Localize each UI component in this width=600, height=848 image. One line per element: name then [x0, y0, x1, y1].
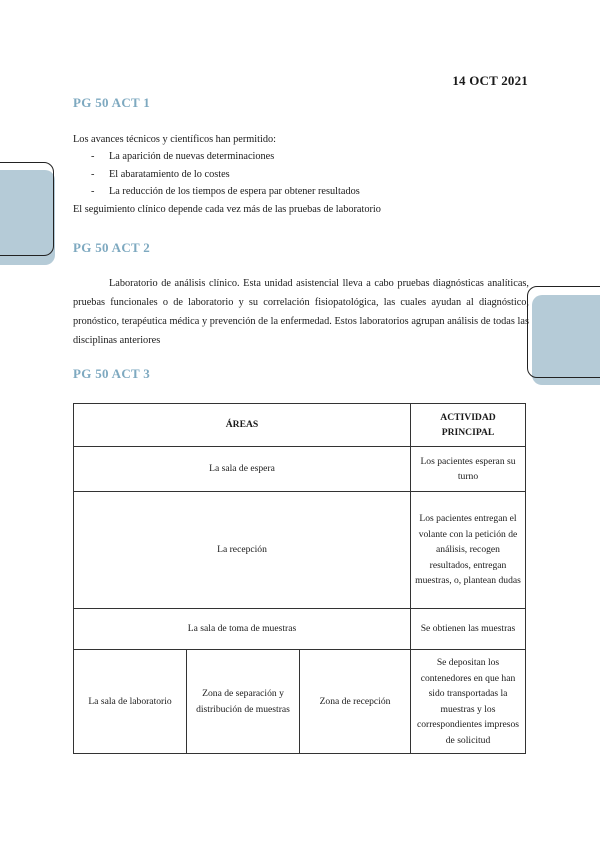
act1-heading: PG 50 ACT 1 [73, 95, 151, 110]
decorative-left-outline [0, 162, 54, 256]
act2-paragraph: Laboratorio de análisis clínico. Esta unidad asistencial lleva a cabo pruebas diagnósticas analíticas, pruebas funcionales o de laboratorio y su correlación fisiopatológica, las cuales ayudan al diagnóstico, pronóstico, terapéutica médica y prevención de la enfermedad. Estos laboratorios agrupan análisis de todas las disciplinas anteriores [73, 278, 529, 346]
subzone-cell: Zona de recepción [300, 650, 411, 754]
list-item: - La reducción de los tiempos de espera par obtener resultados [91, 183, 360, 201]
areas-table [73, 403, 526, 754]
header-activity: ACTIVIDAD PRINCIPAL [411, 404, 526, 447]
activity-cell: Los pacientes esperan su turno [411, 447, 526, 492]
act2-heading: PG 50 ACT 2 [73, 240, 151, 255]
header-areas: ÁREAS [74, 404, 411, 447]
act3-heading: PG 50 ACT 3 [73, 366, 151, 381]
table-row [74, 492, 526, 609]
act1-bullet-list [91, 148, 360, 201]
act1-intro: Los avances técnicos y científicos han permitido: [73, 134, 277, 145]
activity-cell: Los pacientes entregan el volante con la petición de análisis, recogen resultados, entregan muestras, o, plantean dudas [411, 492, 526, 609]
table-row [74, 650, 526, 754]
table-row [74, 447, 526, 492]
list-item: - El abaratamiento de lo costes [91, 166, 360, 184]
area-cell: La sala de toma de muestras [74, 609, 411, 650]
list-item: - La aparición de nuevas determinaciones [91, 148, 360, 166]
subzone-cell: Zona de separación y distribución de muestras [187, 650, 300, 754]
activity-cell: Se depositan los contenedores en que han sido transportadas la muestras y los correspondientes impresos de solicitud [411, 650, 526, 754]
activity-cell: Se obtienen las muestras [411, 609, 526, 650]
table-header-row [74, 404, 526, 447]
document-date: 14 OCT 2021 [452, 73, 528, 88]
act1-conclusion: El seguimiento clínico depende cada vez más de las pruebas de laboratorio [73, 204, 381, 215]
decorative-right-outline [527, 286, 600, 378]
area-cell: La recepción [74, 492, 411, 609]
table-row [74, 609, 526, 650]
area-cell: La sala de laboratorio [74, 650, 187, 754]
area-cell: La sala de espera [74, 447, 411, 492]
